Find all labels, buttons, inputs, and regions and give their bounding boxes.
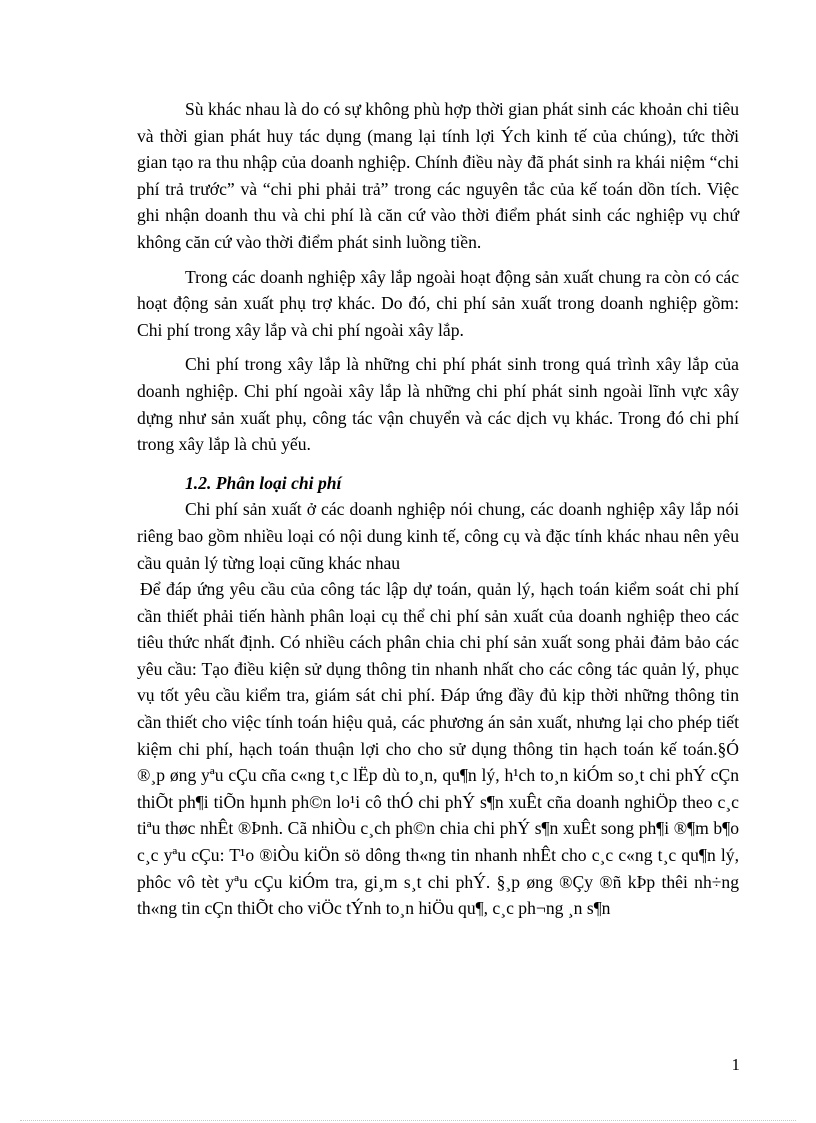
section-paragraph: Để đáp ứng yêu cầu của công tác lập dự toán, quản lý, hạch toán kiểm soát chi phí cần thiết phải tiến hành phân loại cụ thể chi phí sản xuất của doanh nghiệp theo các tiêu thức nhất định. Có nhiều cách phân chia chi phí sản xuất song phải đảm bảo các yêu cầu: Tạo điều kiện sử dụng thông tin nhanh nhất cho các công tác quản lý, phục vụ tốt yêu cầu kiểm tra, giám sát chi phí. Đáp ứng đầy đủ kịp thời những thông tin cần thiết cho việc tính toán hiệu quả, các phương án sản xuất, nhưng lại cho phép tiết kiệm chi phí, hạch toán thuận lợi cho cho sử dụng thông tin hạch toán kế toán.§Ó ®¸p øng yªu cÇu cña c«ng t¸c lËp dù to¸n, qu¶n lý, h¹ch to¸n kiÓm so¸t chi phÝ cÇn thiÕt ph¶i tiÕn hµnh ph©n lo¹i cô thÓ chi phÝ s¶n xuÊt cña doanh nghiÖp theo c¸c tiªu thøc nhÊt ®Þnh. Cã nhiÒu c¸ch ph©n chia chi phÝ s¶n xuÊt song ph¶i ®¶m b¶o c¸c yªu cÇu: T¹o ®iÒu kiÖn sö dông th«ng tin nhanh nhÊt cho c¸c c«ng t¸c qu¶n lý, phôc vô tèt yªu cÇu kiÓm tra, gi¸m s¸t chi phÝ. §¸p øng ®Çy ®ñ kÞp thêi nh÷ng th«ng tin cÇn thiÕt cho viÖc tÝnh to¸n hiÖu qu¶, c¸c ph¬ng ¸n s¶n: [137, 579, 739, 919]
body-paragraph: Trong các doanh nghiệp xây lắp ngoài hoạt động sản xuất chung ra còn có các hoạt động sản xuất phụ trợ khác. Do đó, chi phí sản xuất trong doanh nghiệp gồm: Chi phí trong xây lắp và chi phí ngoài xây lắp.: [137, 266, 739, 340]
body-paragraph: Sù khác nhau là do có sự không phù hợp thời gian phát sinh các khoản chi tiêu và thời gian phát huy tác dụng (mang lại tính lợi Ých kinh tế của chúng), tức thời gian tạo ra thu nhập của doanh nghiệp. Chính điều này đã phát sinh ra khái niệm “chi phí trả trước” và “chi phi phải trả” trong các nguyên tắc của kế toán dồn tích. Việc ghi nhận doanh thu và chi phí là căn cứ vào thời điểm phát sinh các nghiệp vụ chứ không căn cứ vào thời điểm phát sinh luồng tiền.: [137, 99, 739, 252]
page-body: [137, 96, 739, 922]
section-heading: 1.2. Phân loại chi phí: [185, 472, 342, 493]
body-paragraph: Chi phí trong xây lắp là những chi phí phát sinh trong quá trình xây lắp của doanh nghiệp. Chi phí ngoài xây lắp là những chi phí phát sinh ngoài lĩnh vực xây dựng như sản xuất phụ, công tác vận chuyển và các dịch vụ khác. Trong đó chi phí trong xây lắp là chủ yếu.: [137, 354, 739, 455]
footer-divider: [20, 1120, 796, 1121]
page-number: 1: [731, 1055, 740, 1074]
section-paragraph: Chi phí sản xuất ở các doanh nghiệp nói chung, các doanh nghiệp xây lắp nói riêng bao gồm nhiều loại có nội dung kinh tế, công cụ và đặc tính khác nhau nên yêu cầu quản lý từng loại cũng khác nhau: [137, 499, 739, 573]
